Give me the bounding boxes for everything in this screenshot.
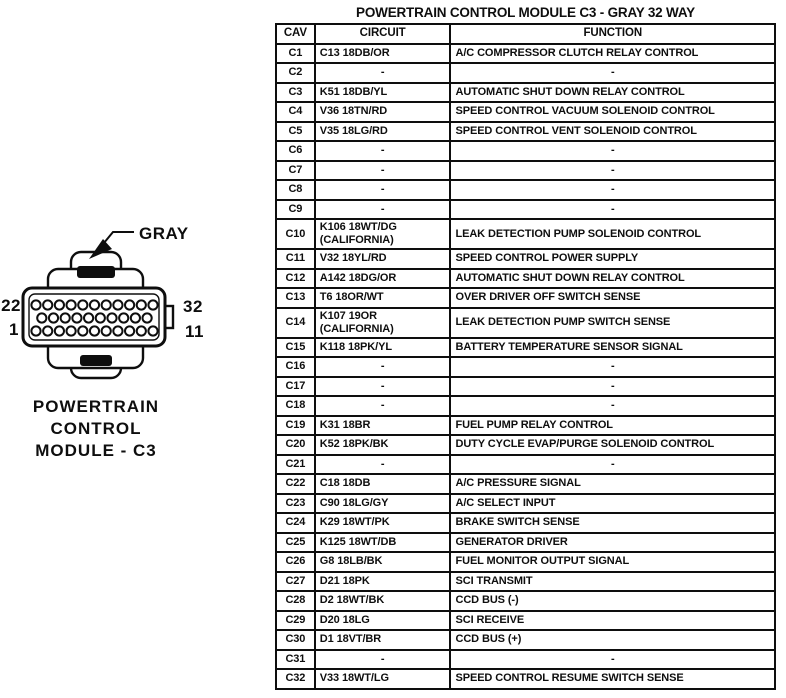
circuit-cell: - [315, 650, 451, 670]
pin-hole [55, 300, 64, 309]
pin-hole [67, 326, 76, 335]
function-cell: DUTY CYCLE EVAP/PURGE SOLENOID CONTROL [450, 435, 775, 455]
circuit-cell: - [315, 200, 451, 220]
connector-diagram [0, 200, 270, 395]
table-row [276, 650, 775, 670]
pin-hole [125, 300, 134, 309]
circuit-cell: - [315, 63, 451, 83]
table-row [276, 338, 775, 358]
table-row [276, 533, 775, 553]
pin-label-top-left: 22 [1, 296, 21, 315]
function-cell: A/C COMPRESSOR CLUTCH RELAY CONTROL [450, 44, 775, 64]
pin-hole [119, 313, 128, 322]
circuit-cell: D21 18PK [315, 572, 451, 592]
pin-hole [148, 300, 157, 309]
circuit-cell: V35 18LG/RD [315, 122, 451, 142]
pin-hole [43, 300, 52, 309]
table-row [276, 63, 775, 83]
circuit-cell: - [315, 396, 451, 416]
circuit-cell: A142 18DG/OR [315, 269, 451, 289]
function-cell: LEAK DETECTION PUMP SOLENOID CONTROL [450, 219, 775, 249]
cav-cell: C22 [276, 474, 315, 494]
function-cell: LEAK DETECTION PUMP SWITCH SENSE [450, 308, 775, 338]
connector-caption-line1: POWERTRAIN [32, 397, 160, 416]
function-cell: - [450, 455, 775, 475]
function-cell: CCD BUS (+) [450, 630, 775, 650]
function-cell: - [450, 161, 775, 181]
circuit-cell: K52 18PK/BK [315, 435, 451, 455]
table-row [276, 122, 775, 142]
cav-cell: C27 [276, 572, 315, 592]
pin-label-top-right: 32 [183, 297, 203, 316]
function-cell: SPEED CONTROL VENT SOLENOID CONTROL [450, 122, 775, 142]
connector-caption-line3: MODULE - C3 [35, 441, 157, 460]
connector-caption-line2: CONTROL [50, 419, 142, 438]
table-row [276, 396, 775, 416]
table-row [276, 494, 775, 514]
function-cell: - [450, 63, 775, 83]
cav-cell: C23 [276, 494, 315, 514]
table-row [276, 435, 775, 455]
circuit-cell: - [315, 161, 451, 181]
circuit-cell: - [315, 377, 451, 397]
cav-cell: C24 [276, 513, 315, 533]
table-area [275, 5, 776, 690]
function-cell: SPEED CONTROL RESUME SWITCH SENSE [450, 669, 775, 689]
circuit-cell: T6 18OR/WT [315, 288, 451, 308]
circuit-cell: C90 18LG/GY [315, 494, 451, 514]
cav-cell: C29 [276, 611, 315, 631]
table-row [276, 83, 775, 103]
function-cell: BRAKE SWITCH SENSE [450, 513, 775, 533]
cav-cell: C4 [276, 102, 315, 122]
header-circuit: CIRCUIT [315, 24, 451, 44]
pin-hole [102, 326, 111, 335]
cav-cell: C18 [276, 396, 315, 416]
table-row [276, 102, 775, 122]
function-cell: A/C PRESSURE SIGNAL [450, 474, 775, 494]
circuit-cell: V36 18TN/RD [315, 102, 451, 122]
cav-cell: C3 [276, 83, 315, 103]
cav-cell: C11 [276, 249, 315, 269]
pin-hole [131, 313, 140, 322]
function-cell: - [450, 200, 775, 220]
pin-hole [143, 313, 152, 322]
circuit-cell: K107 19OR (CALIFORNIA) [315, 308, 451, 338]
table-row [276, 611, 775, 631]
function-cell: AUTOMATIC SHUT DOWN RELAY CONTROL [450, 83, 775, 103]
cav-cell: C15 [276, 338, 315, 358]
table-row [276, 357, 775, 377]
header-function: FUNCTION [450, 24, 775, 44]
table-row [276, 180, 775, 200]
table-body [276, 44, 775, 689]
cav-cell: C6 [276, 141, 315, 161]
pin-hole [49, 313, 58, 322]
pin-hole [90, 326, 99, 335]
function-cell: FUEL PUMP RELAY CONTROL [450, 416, 775, 436]
pin-hole [37, 313, 46, 322]
table-row [276, 474, 775, 494]
pin-hole [84, 313, 93, 322]
connector-bottom-latch-bar [80, 355, 112, 366]
pin-hole [61, 313, 70, 322]
pin-hole [102, 300, 111, 309]
table-row [276, 44, 775, 64]
table-row [276, 416, 775, 436]
table-row [276, 552, 775, 572]
pin-hole [90, 300, 99, 309]
pin-hole [31, 326, 40, 335]
circuit-cell: D1 18VT/BR [315, 630, 451, 650]
function-cell: - [450, 377, 775, 397]
table-row [276, 288, 775, 308]
table-header-row [276, 24, 775, 44]
function-cell: A/C SELECT INPUT [450, 494, 775, 514]
cav-cell: C13 [276, 288, 315, 308]
circuit-cell: - [315, 455, 451, 475]
pin-hole [72, 313, 81, 322]
table-row [276, 269, 775, 289]
circuit-cell: K118 18PK/YL [315, 338, 451, 358]
function-cell: GENERATOR DRIVER [450, 533, 775, 553]
function-cell: FUEL MONITOR OUTPUT SIGNAL [450, 552, 775, 572]
pin-hole [113, 300, 122, 309]
function-cell: - [450, 396, 775, 416]
cav-cell: C21 [276, 455, 315, 475]
pin-hole [148, 326, 157, 335]
table-row [276, 141, 775, 161]
table-row [276, 513, 775, 533]
circuit-cell: D2 18WT/BK [315, 591, 451, 611]
table-row [276, 455, 775, 475]
circuit-cell: K31 18BR [315, 416, 451, 436]
pin-hole [113, 326, 122, 335]
circuit-cell: K125 18WT/DB [315, 533, 451, 553]
pin-hole [137, 326, 146, 335]
cav-cell: C31 [276, 650, 315, 670]
cav-cell: C17 [276, 377, 315, 397]
table-row [276, 200, 775, 220]
cav-cell: C10 [276, 219, 315, 249]
pin-label-bottom-left: 1 [9, 320, 19, 339]
cav-cell: C28 [276, 591, 315, 611]
function-cell: BATTERY TEMPERATURE SENSOR SIGNAL [450, 338, 775, 358]
pin-hole [78, 300, 87, 309]
table-row [276, 630, 775, 650]
circuit-cell: K29 18WT/PK [315, 513, 451, 533]
function-cell: - [450, 180, 775, 200]
function-cell: SPEED CONTROL POWER SUPPLY [450, 249, 775, 269]
cav-cell: C19 [276, 416, 315, 436]
header-cav: CAV [276, 24, 315, 44]
cav-cell: C7 [276, 161, 315, 181]
pin-hole [78, 326, 87, 335]
function-cell: SCI RECEIVE [450, 611, 775, 631]
function-cell: OVER DRIVER OFF SWITCH SENSE [450, 288, 775, 308]
cav-cell: C8 [276, 180, 315, 200]
table-row [276, 249, 775, 269]
table-title: POWERTRAIN CONTROL MODULE C3 - GRAY 32 WAY [356, 5, 695, 20]
table-row [276, 572, 775, 592]
table-row [276, 219, 775, 249]
cav-cell: C12 [276, 269, 315, 289]
function-cell: - [450, 650, 775, 670]
connector-top-latch-bar [77, 266, 115, 278]
cav-cell: C20 [276, 435, 315, 455]
table-row [276, 377, 775, 397]
function-cell: SPEED CONTROL VACUUM SOLENOID CONTROL [450, 102, 775, 122]
circuit-cell: G8 18LB/BK [315, 552, 451, 572]
function-cell: SCI TRANSMIT [450, 572, 775, 592]
connector-caption [8, 396, 184, 462]
function-cell: AUTOMATIC SHUT DOWN RELAY CONTROL [450, 269, 775, 289]
cav-cell: C1 [276, 44, 315, 64]
circuit-cell: - [315, 180, 451, 200]
circuit-cell: - [315, 357, 451, 377]
table-row [276, 669, 775, 689]
cav-cell: C16 [276, 357, 315, 377]
circuit-cell: K106 18WT/DG (CALIFORNIA) [315, 219, 451, 249]
circuit-cell: C18 18DB [315, 474, 451, 494]
table-row [276, 308, 775, 338]
pinout-table [275, 23, 776, 690]
circuit-cell: C13 18DB/OR [315, 44, 451, 64]
cav-cell: C25 [276, 533, 315, 553]
circuit-cell: V33 18WT/LG [315, 669, 451, 689]
function-cell: CCD BUS (-) [450, 591, 775, 611]
cav-cell: C32 [276, 669, 315, 689]
connector-color-label: GRAY [139, 224, 189, 243]
pin-hole [31, 300, 40, 309]
circuit-cell: V32 18YL/RD [315, 249, 451, 269]
function-cell: - [450, 141, 775, 161]
pin-hole [137, 300, 146, 309]
pin-hole [96, 313, 105, 322]
pin-hole [55, 326, 64, 335]
cav-cell: C30 [276, 630, 315, 650]
pin-hole [67, 300, 76, 309]
pin-label-bottom-right: 11 [185, 322, 204, 341]
pin-hole [43, 326, 52, 335]
cav-cell: C9 [276, 200, 315, 220]
circuit-cell: K51 18DB/YL [315, 83, 451, 103]
cav-cell: C26 [276, 552, 315, 572]
function-cell: - [450, 357, 775, 377]
pin-hole [107, 313, 116, 322]
circuit-cell: - [315, 141, 451, 161]
table-row [276, 161, 775, 181]
cav-cell: C14 [276, 308, 315, 338]
cav-cell: C5 [276, 122, 315, 142]
table-row [276, 591, 775, 611]
circuit-cell: D20 18LG [315, 611, 451, 631]
cav-cell: C2 [276, 63, 315, 83]
pin-hole [125, 326, 134, 335]
